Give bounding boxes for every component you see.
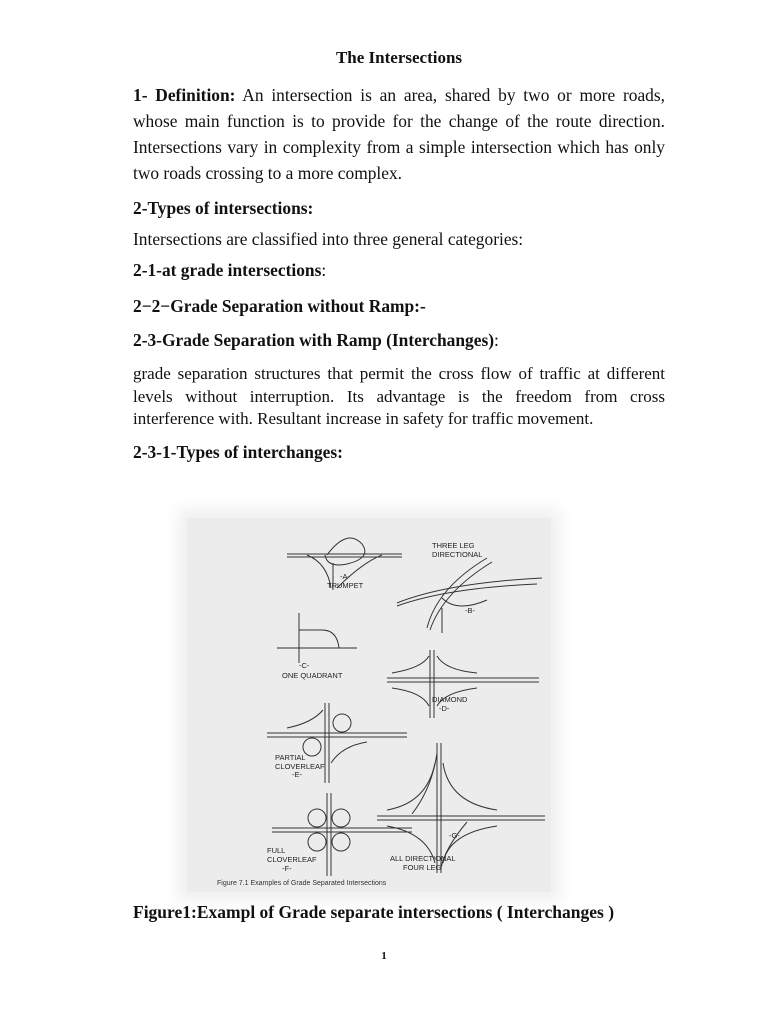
label-e-letter: -E- [292,770,302,779]
types-heading: 2-Types of intersections: [133,198,314,218]
label-diamond: DIAMOND [432,695,468,704]
definition-label: 1- Definition: [133,85,236,105]
category-at-grade-suffix: : [321,260,327,280]
page-title: The Intersections [335,48,463,67]
interchange-paragraph: grade separation structures that permit the cross flow of traffic at different levels without interruption. Its advantage is the freedom from cross interference with. Resultant increase in safety for traffic movement. [133,364,665,428]
category-at-grade [133,260,665,281]
document-body [133,48,665,463]
category-with-ramp-label: 2-3-Grade Separation with Ramp (Interchanges) [133,330,494,350]
label-full: FULL [267,846,286,855]
category-without-ramp: 2−2−Grade Separation without Ramp:- [133,296,426,316]
label-c-letter: -C- [299,661,310,670]
label-directional: DIRECTIONAL [432,550,483,559]
definition-paragraph [133,82,665,186]
figure-labels [217,541,482,887]
label-a-letter: -A- [340,572,350,581]
label-g-letter: -G- [449,831,460,840]
label-all-directional: ALL DIRECTIONAL [390,854,456,863]
label-trumpet: TRUMPET [327,581,364,590]
category-with-ramp [133,330,665,351]
label-cloverleaf-e: CLOVERLEAF [275,762,325,771]
label-one-quadrant: ONE QUADRANT [282,671,343,680]
interchange-figure [187,518,551,892]
types-intro: Intersections are classified into three general categories: [133,229,524,249]
one-quadrant-diagram [277,613,357,663]
interchange-types-heading: 2-3-1-Types of interchanges: [133,441,343,462]
category-at-grade-label: 2-1-at grade intersections [133,260,322,280]
label-four-leg: FOUR LEG [403,863,442,872]
label-three-leg: THREE LEG [432,541,475,550]
three-leg-directional-diagram [397,558,542,633]
category-with-ramp-suffix: : [494,330,499,350]
partial-cloverleaf-diagram [267,703,407,783]
label-cloverleaf-f: CLOVERLEAF [267,855,317,864]
diamond-diagram [387,650,539,718]
definition-text: An intersection is an area, shared by two or more roads, whose main function is to provide for the change of the route direction. Intersections vary in complexity from a simple intersection which has only two roads crossing to a more complex. [133,85,665,183]
interchange-diagrams [187,518,551,892]
page-number: 1 [381,950,387,962]
label-f-letter: -F- [282,864,292,873]
figure-caption: Figure1:Exampl of Grade separate intersections ( Interchanges ) [133,902,615,922]
label-partial: PARTIAL [275,753,306,762]
label-figure-7-1: Figure 7.1 Examples of Grade Separated Intersections [217,880,387,887]
label-b-letter: -B- [465,606,475,615]
label-d-letter: -D- [439,704,450,713]
